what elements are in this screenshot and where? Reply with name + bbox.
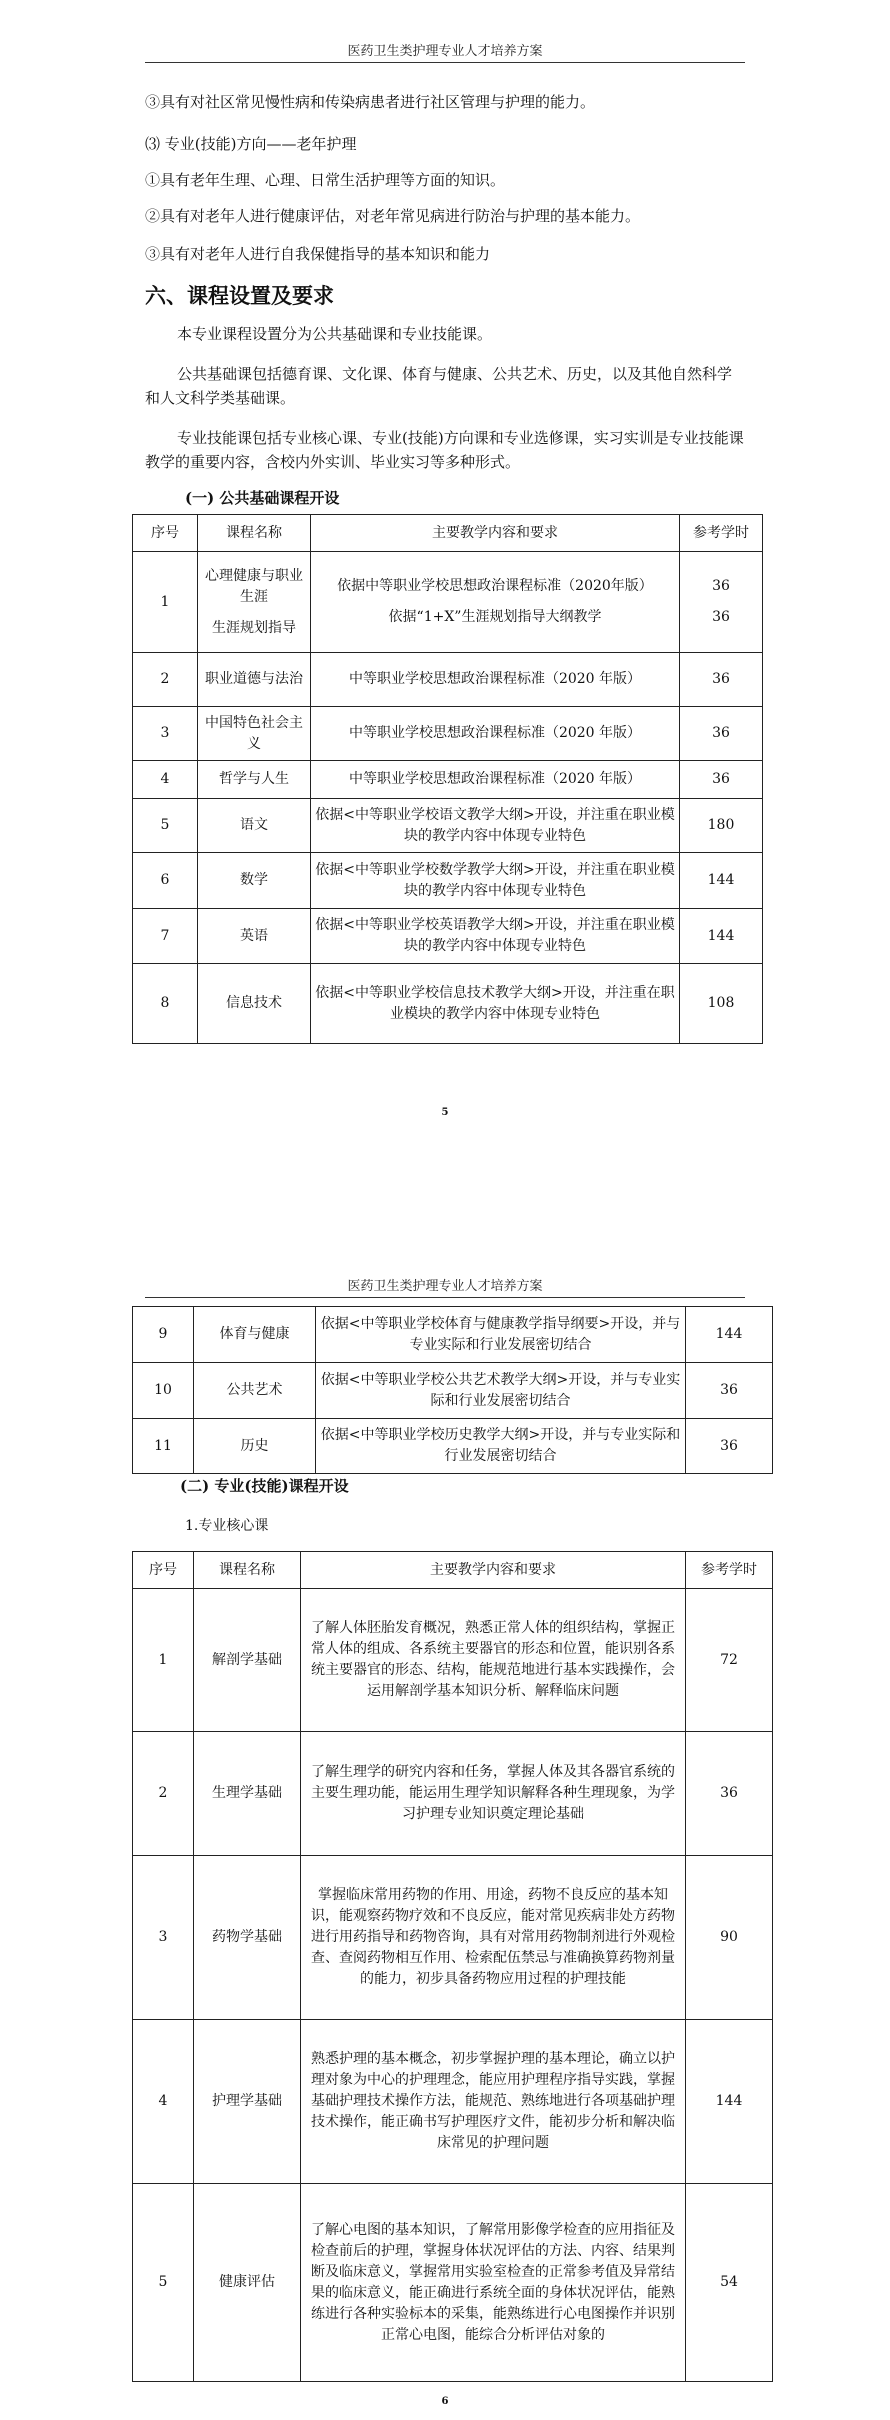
course-hours: 90	[686, 1856, 773, 2020]
text-line: ③具有对老年人进行自我保健指导的基本知识和能力	[145, 245, 491, 263]
paragraph: 专业技能课包括专业核心课、专业(技能)方向课和专业选修课，实习实训是专业技能课教学的重要内容，含校内外实训、毕业实习等多种形式。	[145, 429, 744, 471]
paragraph: 本专业课程设置分为公共基础课和专业技能课。	[177, 325, 493, 343]
course-name: 中国特色社会主义	[198, 707, 311, 761]
course-hours: 36	[686, 1419, 773, 1474]
course-hours: 36	[712, 578, 730, 594]
course-name: 历史	[194, 1419, 316, 1474]
col-header: 主要教学内容和要求	[301, 1552, 686, 1589]
course-name: 职业道德与法治	[198, 653, 311, 707]
row-number: 7	[133, 909, 198, 964]
course-hours-cell	[680, 552, 763, 653]
text-line: ②具有对老年人进行健康评估，对老年常见病进行防治与护理的基本能力。	[145, 207, 641, 225]
row-number: 10	[133, 1363, 194, 1419]
course-content: 中等职业学校思想政治课程标准（2020 年版）	[311, 761, 680, 799]
table-row	[133, 2020, 773, 2184]
course-content: 掌握临床常用药物的作用、用途，药物不良反应的基本知识，能观察药物疗效和不良反应，能对常见疾病非处方药物进行用药指导和药物咨询，具有对常用药物制剂进行外观检查、查阅药物相互作用、检索配伍禁忌与准确换算药物剂量的能力，初步具备药物应用过程的护理技能	[301, 1856, 686, 2020]
table-row	[133, 1732, 773, 1856]
table-row	[133, 1363, 773, 1419]
course-name: 体育与健康	[194, 1307, 316, 1363]
row-number: 11	[133, 1419, 194, 1474]
course-content: 依据<中等职业学校公共艺术教学大纲>开设，并与专业实际和行业发展密切结合	[316, 1363, 686, 1419]
header-rule	[145, 62, 745, 63]
table-row	[133, 964, 763, 1044]
col-header: 课程名称	[194, 1552, 301, 1589]
course-hours: 180	[680, 799, 763, 853]
course-hours: 144	[680, 853, 763, 909]
course-content: 了解生理学的研究内容和任务，掌握人体及其各器官系统的主要生理功能，能运用生理学知识解释各种生理现象，为学习护理专业知识奠定理论基础	[301, 1732, 686, 1856]
col-header: 序号	[133, 515, 198, 552]
course-content: 依据“1+X”生涯规划指导大纲教学	[388, 609, 602, 625]
course-hours: 72	[686, 1589, 773, 1732]
course-content: 了解人体胚胎发育概况，熟悉正常人体的组织结构，掌握正常人体的组成、各系统主要器官的形态和位置，能识别各系统主要器官的形态、结构，能规范地进行基本实践操作，会运用解剖学基本知识分析、解释临床问题	[301, 1589, 686, 1732]
course-name: 心理健康与职业生涯	[205, 567, 303, 605]
table-row	[133, 853, 763, 909]
public-course-table-continued	[132, 1306, 773, 1474]
course-hours: 54	[686, 2184, 773, 2382]
col-header: 主要教学内容和要求	[311, 515, 680, 552]
table-row	[133, 1589, 773, 1732]
course-hours: 108	[680, 964, 763, 1044]
table-row	[133, 1419, 773, 1474]
course-name: 健康评估	[194, 2184, 301, 2382]
course-name: 哲学与人生	[198, 761, 311, 799]
table-row	[133, 909, 763, 964]
course-content: 中等职业学校思想政治课程标准（2020 年版）	[311, 653, 680, 707]
page-header: 医药卫生类护理专业人才培养方案	[347, 44, 543, 59]
table-row	[133, 653, 763, 707]
col-header: 序号	[133, 1552, 194, 1589]
section-title: 六、课程设置及要求	[145, 283, 334, 308]
course-hours: 36	[686, 1732, 773, 1856]
row-number: 4	[133, 2020, 194, 2184]
table-row	[133, 2184, 773, 2382]
course-name: 公共艺术	[194, 1363, 316, 1419]
course-content: 依据<中等职业学校信息技术教学大纲>开设，并注重在职业模块的教学内容中体现专业特色	[311, 964, 680, 1044]
row-number: 2	[133, 1732, 194, 1856]
text-line: ①具有老年生理、心理、日常生活护理等方面的知识。	[145, 171, 506, 189]
course-content-cell	[311, 552, 680, 653]
row-number: 4	[133, 761, 198, 799]
course-content: 依据<中等职业学校体育与健康教学指导纲要>开设，并与专业实际和行业发展密切结合	[316, 1307, 686, 1363]
row-number: 1	[133, 552, 198, 653]
page-number: 6	[441, 2396, 449, 2407]
course-content: 依据中等职业学校思想政治课程标准（2020年版）	[337, 578, 653, 594]
table-row	[133, 761, 763, 799]
course-hours: 36	[680, 707, 763, 761]
col-header: 参考学时	[680, 515, 763, 552]
public-course-table	[132, 514, 763, 1044]
row-number: 3	[133, 707, 198, 761]
row-number: 3	[133, 1856, 194, 2020]
course-name: 生涯规划指导	[212, 619, 296, 636]
course-name: 解剖学基础	[194, 1589, 301, 1732]
course-name-cell	[198, 552, 311, 653]
course-name: 数学	[198, 853, 311, 909]
row-number: 9	[133, 1307, 194, 1363]
row-number: 6	[133, 853, 198, 909]
course-hours: 36	[680, 761, 763, 799]
col-header: 课程名称	[198, 515, 311, 552]
table-header-row	[133, 515, 763, 552]
course-name: 语文	[198, 799, 311, 853]
course-content: 依据<中等职业学校英语教学大纲>开设，并注重在职业模块的教学内容中体现专业特色	[311, 909, 680, 964]
row-number: 2	[133, 653, 198, 707]
course-name: 生理学基础	[194, 1732, 301, 1856]
row-number: 5	[133, 799, 198, 853]
text-line: ③具有对社区常见慢性病和传染病患者进行社区管理与护理的能力。	[145, 93, 596, 111]
subsection-label: 1.专业核心课	[185, 1518, 269, 1534]
course-name: 护理学基础	[194, 2020, 301, 2184]
course-hours: 144	[686, 2020, 773, 2184]
course-content: 中等职业学校思想政治课程标准（2020 年版）	[311, 707, 680, 761]
course-content: 依据<中等职业学校数学教学大纲>开设，并注重在职业模块的教学内容中体现专业特色	[311, 853, 680, 909]
course-content: 依据<中等职业学校历史教学大纲>开设，并与专业实际和行业发展密切结合	[316, 1419, 686, 1474]
page-header: 医药卫生类护理专业人才培养方案	[347, 1279, 543, 1294]
course-hours: 144	[680, 909, 763, 964]
course-content: 依据<中等职业学校语文教学大纲>开设，并注重在职业模块的教学内容中体现专业特色	[311, 799, 680, 853]
page-number: 5	[441, 1107, 449, 1118]
course-name: 信息技术	[198, 964, 311, 1044]
course-hours: 36	[686, 1363, 773, 1419]
course-name: 药物学基础	[194, 1856, 301, 2020]
course-name: 英语	[198, 909, 311, 964]
course-content: 熟悉护理的基本概念，初步掌握护理的基本理论，确立以护理对象为中心的护理理念，能应用护理程序指导实践，掌握基础护理技术操作方法，能规范、熟练地进行各项基础护理技术操作，能正确书写护理医疗文件，能初步分析和解决临床常见的护理问题	[301, 2020, 686, 2184]
text-line: ⑶ 专业(技能)方向——老年护理	[145, 135, 357, 153]
table-row	[133, 799, 763, 853]
table-row	[133, 552, 763, 653]
core-course-table	[132, 1551, 773, 2382]
row-number: 5	[133, 2184, 194, 2382]
table-header-row	[133, 1552, 773, 1589]
table-row	[133, 1856, 773, 2020]
row-number: 8	[133, 964, 198, 1044]
course-hours: 36	[712, 609, 730, 625]
header-rule	[145, 1297, 745, 1298]
subsection-title: (一) 公共基础课程开设	[185, 489, 340, 507]
paragraph: 公共基础课包括德育课、文化课、体育与健康、公共艺术、历史，以及其他自然科学和人文科学类基础课。	[145, 365, 733, 407]
table-row	[133, 1307, 773, 1363]
course-content: 了解心电图的基本知识，了解常用影像学检查的应用指征及检查前后的护理，掌握身体状况评估的方法、内容、结果判断及临床意义，掌握常用实验室检查的正常参考值及异常结果的临床意义，能正确进行系统全面的身体状况评估，能熟练进行各种实验标本的采集，能熟练进行心电图操作并识别正常心电图，能综合分析评估对象的	[301, 2184, 686, 2382]
course-hours: 36	[680, 653, 763, 707]
subsection-title: (二) 专业(技能)课程开设	[180, 1477, 349, 1495]
row-number: 1	[133, 1589, 194, 1732]
table-row	[133, 707, 763, 761]
course-hours: 144	[686, 1307, 773, 1363]
col-header: 参考学时	[686, 1552, 773, 1589]
